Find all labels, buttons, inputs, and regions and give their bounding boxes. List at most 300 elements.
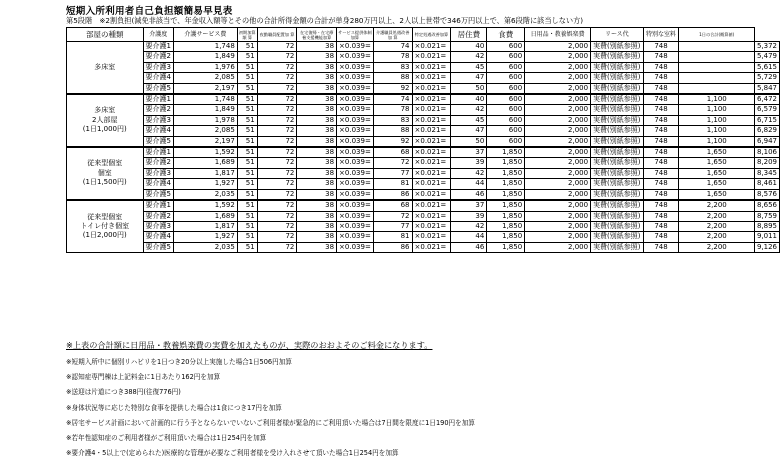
service-system-cell: 38 <box>297 242 337 252</box>
daily-goods-cell: 実費(別紙参照) <box>591 105 643 115</box>
table-row <box>67 105 780 115</box>
table-row <box>67 221 780 231</box>
food-cost-cell: 2,000 <box>525 94 591 105</box>
night-staff-cell: 72 <box>257 221 297 231</box>
treatment-multiplier-cell: ×0.039= <box>337 200 374 211</box>
note-item: ※若年性認知症のご利用者様がご利用頂いた場合は1日254円を加算 <box>66 433 267 442</box>
specific-multiplier-cell: ×0.021= <box>412 211 451 221</box>
specific-multiplier-cell: ×0.021= <box>412 200 451 211</box>
service-system-cell: 38 <box>297 158 337 168</box>
daily-goods-cell: 実費(別紙参照) <box>591 94 643 105</box>
night-staff-cell: 72 <box>257 232 297 242</box>
lease-cell: 748 <box>643 126 679 136</box>
treatment-multiplier-cell: ×0.039= <box>337 94 374 105</box>
food-cost-cell: 2,000 <box>525 42 591 52</box>
daily-total-cell: 8,576 <box>754 189 779 200</box>
treatment-value-cell: 72 <box>373 211 412 221</box>
specific-multiplier-cell: ×0.021= <box>412 94 451 105</box>
daily-goods-cell: 実費(別紙参照) <box>591 62 643 72</box>
specific-value-cell: 50 <box>451 83 487 94</box>
notes-section <box>66 340 766 461</box>
specific-multiplier-cell: ×0.021= <box>412 105 451 115</box>
daily-total-cell: 6,829 <box>754 126 779 136</box>
lease-cell: 748 <box>643 200 679 211</box>
header-food-cost: 食費 <box>487 28 525 42</box>
living-cost-cell: 1,850 <box>487 242 525 252</box>
fee-table-body <box>67 42 780 253</box>
living-cost-cell: 1,850 <box>487 189 525 200</box>
header-daily-total: 1日の合計(概算値) <box>679 28 754 42</box>
special-room-cell: 1,650 <box>679 168 754 178</box>
night-staff-cell: 72 <box>257 158 297 168</box>
service-fee-cell: 1,849 <box>174 105 238 115</box>
specific-value-cell: 47 <box>451 126 487 136</box>
special-room-cell: 1,650 <box>679 158 754 168</box>
treatment-value-cell: 83 <box>373 115 412 125</box>
initial-addition-cell: 51 <box>237 115 257 125</box>
specific-value-cell: 40 <box>451 94 487 105</box>
care-level-cell: 要介護2 <box>143 158 173 168</box>
food-cost-cell: 2,000 <box>525 126 591 136</box>
living-cost-cell: 1,850 <box>487 200 525 211</box>
night-staff-cell: 72 <box>257 42 297 52</box>
treatment-multiplier-cell: ×0.039= <box>337 73 374 83</box>
room-type-cell: 多床室 2人部屋 (1日1,000円) <box>67 94 144 147</box>
night-staff-cell: 72 <box>257 83 297 94</box>
service-system-cell: 38 <box>297 73 337 83</box>
care-level-cell: 要介護2 <box>143 52 173 62</box>
special-room-cell <box>679 83 754 94</box>
daily-total-cell: 8,895 <box>754 221 779 231</box>
service-fee-cell: 2,035 <box>174 189 238 200</box>
night-staff-cell: 72 <box>257 189 297 200</box>
service-fee-cell: 1,748 <box>174 42 238 52</box>
service-system-cell: 38 <box>297 126 337 136</box>
header-row <box>67 28 780 42</box>
daily-goods-cell: 実費(別紙参照) <box>591 115 643 125</box>
food-cost-cell: 2,000 <box>525 52 591 62</box>
treatment-multiplier-cell: ×0.039= <box>337 52 374 62</box>
daily-goods-cell: 実費(別紙参照) <box>591 83 643 94</box>
daily-goods-cell: 実費(別紙参照) <box>591 147 643 158</box>
night-staff-cell: 72 <box>257 179 297 189</box>
daily-total-cell: 8,106 <box>754 147 779 158</box>
table-row <box>67 232 780 242</box>
service-system-cell: 38 <box>297 105 337 115</box>
living-cost-cell: 1,850 <box>487 179 525 189</box>
food-cost-cell: 2,000 <box>525 136 591 147</box>
page-subtitle: 第5段階 ※2割負担(減免非該当で、年金収入額等とその他の合計所得金額の合計が単身280万円以上、2人以上世帯で346万円以上で、第6段階に該当しない方) <box>66 16 584 25</box>
daily-goods-cell: 実費(別紙参照) <box>591 232 643 242</box>
daily-total-cell: 6,947 <box>754 136 779 147</box>
header-special-room: 特別な室料 <box>643 28 679 42</box>
special-room-cell: 1,650 <box>679 189 754 200</box>
care-level-cell: 要介護1 <box>143 94 173 105</box>
service-system-cell: 38 <box>297 221 337 231</box>
daily-total-cell: 9,126 <box>754 242 779 252</box>
specific-value-cell: 39 <box>451 211 487 221</box>
lease-cell: 748 <box>643 221 679 231</box>
table-row <box>67 136 780 147</box>
care-level-cell: 要介護4 <box>143 232 173 242</box>
lease-cell: 748 <box>643 168 679 178</box>
specific-multiplier-cell: ×0.021= <box>412 232 451 242</box>
table-row <box>67 168 780 178</box>
service-system-cell: 38 <box>297 200 337 211</box>
care-level-cell: 要介護2 <box>143 105 173 115</box>
table-row <box>67 211 780 221</box>
daily-total-cell: 5,847 <box>754 83 779 94</box>
treatment-multiplier-cell: ×0.039= <box>337 126 374 136</box>
service-system-cell: 38 <box>297 42 337 52</box>
specific-value-cell: 45 <box>451 115 487 125</box>
care-level-cell: 要介護3 <box>143 168 173 178</box>
specific-value-cell: 42 <box>451 52 487 62</box>
special-room-cell <box>679 73 754 83</box>
lease-cell: 748 <box>643 232 679 242</box>
lease-cell: 748 <box>643 189 679 200</box>
living-cost-cell: 1,850 <box>487 232 525 242</box>
special-room-cell: 1,650 <box>679 179 754 189</box>
header-lease: リース代 <box>591 28 643 42</box>
food-cost-cell: 2,000 <box>525 62 591 72</box>
service-fee-cell: 1,689 <box>174 158 238 168</box>
living-cost-cell: 1,850 <box>487 158 525 168</box>
treatment-multiplier-cell: ×0.039= <box>337 221 374 231</box>
lease-cell: 748 <box>643 147 679 158</box>
table-row <box>67 42 780 52</box>
special-room-cell: 2,200 <box>679 232 754 242</box>
treatment-value-cell: 74 <box>373 94 412 105</box>
living-cost-cell: 600 <box>487 105 525 115</box>
food-cost-cell: 2,000 <box>525 211 591 221</box>
care-level-cell: 要介護5 <box>143 83 173 94</box>
note-item: ※認知症専門棟は上記料金に1日あたり162円を加算 <box>66 373 221 382</box>
table-row <box>67 94 780 105</box>
service-fee-cell: 1,976 <box>174 62 238 72</box>
food-cost-cell: 2,000 <box>525 147 591 158</box>
daily-goods-cell: 実費(別紙参照) <box>591 42 643 52</box>
treatment-multiplier-cell: ×0.039= <box>337 189 374 200</box>
table-row <box>67 158 780 168</box>
service-fee-cell: 1,849 <box>174 52 238 62</box>
special-room-cell: 1,100 <box>679 126 754 136</box>
special-room-cell: 2,200 <box>679 200 754 211</box>
daily-goods-cell: 実費(別紙参照) <box>591 211 643 221</box>
service-fee-cell: 2,197 <box>174 83 238 94</box>
treatment-multiplier-cell: ×0.039= <box>337 168 374 178</box>
note-item: ※短期入所中に個別リハビリを1日つき20分以上実施した場合1日506円加算 <box>66 358 292 366</box>
service-system-cell: 38 <box>297 232 337 242</box>
treatment-value-cell: 92 <box>373 83 412 94</box>
care-level-cell: 要介護3 <box>143 221 173 231</box>
night-staff-cell: 72 <box>257 62 297 72</box>
treatment-value-cell: 77 <box>373 221 412 231</box>
daily-goods-cell: 実費(別紙参照) <box>591 221 643 231</box>
specific-value-cell: 44 <box>451 179 487 189</box>
night-staff-cell: 72 <box>257 168 297 178</box>
table-row <box>67 52 780 62</box>
special-room-cell: 1,650 <box>679 147 754 158</box>
treatment-multiplier-cell: ×0.039= <box>337 179 374 189</box>
treatment-value-cell: 83 <box>373 62 412 72</box>
initial-addition-cell: 51 <box>237 147 257 158</box>
daily-total-cell: 8,461 <box>754 179 779 189</box>
treatment-multiplier-cell: ×0.039= <box>337 158 374 168</box>
initial-addition-cell: 51 <box>237 232 257 242</box>
specific-value-cell: 50 <box>451 136 487 147</box>
service-fee-cell: 1,817 <box>174 221 238 231</box>
lease-cell: 748 <box>643 42 679 52</box>
living-cost-cell: 600 <box>487 52 525 62</box>
specific-multiplier-cell: ×0.021= <box>412 168 451 178</box>
service-fee-cell: 1,592 <box>174 200 238 211</box>
living-cost-cell: 600 <box>487 94 525 105</box>
fee-table <box>66 27 780 253</box>
care-level-cell: 要介護4 <box>143 179 173 189</box>
daily-total-cell: 8,656 <box>754 200 779 211</box>
special-room-cell: 1,100 <box>679 105 754 115</box>
lease-cell: 748 <box>643 73 679 83</box>
service-system-cell: 38 <box>297 52 337 62</box>
service-fee-cell: 2,035 <box>174 242 238 252</box>
lease-cell: 748 <box>643 136 679 147</box>
service-system-cell: 38 <box>297 83 337 94</box>
specific-value-cell: 42 <box>451 221 487 231</box>
food-cost-cell: 2,000 <box>525 105 591 115</box>
care-level-cell: 要介護1 <box>143 200 173 211</box>
daily-goods-cell: 実費(別紙参照) <box>591 136 643 147</box>
note-item: ※居宅サービス計画において計画的に行う予とならないでいないご利用者様が緊急的にご利用頂いた場合は7日間を限度に1日190円を加算 <box>66 418 475 427</box>
special-room-cell: 2,200 <box>679 242 754 252</box>
service-fee-cell: 1,927 <box>174 232 238 242</box>
table-row <box>67 126 780 136</box>
treatment-value-cell: 86 <box>373 189 412 200</box>
header-specific-treatment: 特定処遇改善加算 <box>412 28 451 42</box>
specific-value-cell: 39 <box>451 158 487 168</box>
treatment-value-cell: 78 <box>373 52 412 62</box>
lease-cell: 748 <box>643 52 679 62</box>
night-staff-cell: 72 <box>257 52 297 62</box>
service-fee-cell: 1,592 <box>174 147 238 158</box>
treatment-multiplier-cell: ×0.039= <box>337 83 374 94</box>
service-system-cell: 38 <box>297 211 337 221</box>
daily-total-cell: 5,615 <box>754 62 779 72</box>
header-care-level: 介護度 <box>143 28 173 42</box>
lease-cell: 748 <box>643 83 679 94</box>
living-cost-cell: 600 <box>487 126 525 136</box>
daily-goods-cell: 実費(別紙参照) <box>591 242 643 252</box>
service-system-cell: 38 <box>297 189 337 200</box>
treatment-multiplier-cell: ×0.039= <box>337 136 374 147</box>
daily-total-cell: 5,372 <box>754 42 779 52</box>
service-fee-cell: 1,927 <box>174 179 238 189</box>
note-item: ※送迎は片道につき388円(往復776円) <box>66 388 181 397</box>
daily-total-cell: 8,345 <box>754 168 779 178</box>
special-room-cell <box>679 62 754 72</box>
specific-multiplier-cell: ×0.021= <box>412 179 451 189</box>
treatment-value-cell: 88 <box>373 73 412 83</box>
daily-total-cell: 5,729 <box>754 73 779 83</box>
service-system-cell: 38 <box>297 147 337 158</box>
specific-value-cell: 37 <box>451 147 487 158</box>
specific-value-cell: 42 <box>451 168 487 178</box>
special-room-cell: 2,200 <box>679 221 754 231</box>
specific-value-cell: 46 <box>451 189 487 200</box>
food-cost-cell: 2,000 <box>525 83 591 94</box>
specific-value-cell: 47 <box>451 73 487 83</box>
food-cost-cell: 2,000 <box>525 158 591 168</box>
initial-addition-cell: 51 <box>237 242 257 252</box>
daily-total-cell: 9,011 <box>754 232 779 242</box>
care-level-cell: 要介護3 <box>143 115 173 125</box>
treatment-value-cell: 92 <box>373 136 412 147</box>
specific-multiplier-cell: ×0.021= <box>412 62 451 72</box>
night-staff-cell: 72 <box>257 211 297 221</box>
initial-addition-cell: 51 <box>237 136 257 147</box>
treatment-value-cell: 68 <box>373 200 412 211</box>
lease-cell: 748 <box>643 105 679 115</box>
food-cost-cell: 2,000 <box>525 232 591 242</box>
service-system-cell: 38 <box>297 62 337 72</box>
treatment-value-cell: 74 <box>373 42 412 52</box>
service-fee-cell: 1,689 <box>174 211 238 221</box>
room-type-cell: 従来型個室 個室 (1日1,500円) <box>67 147 144 200</box>
treatment-value-cell: 88 <box>373 126 412 136</box>
table-row <box>67 147 780 158</box>
service-fee-cell: 2,085 <box>174 126 238 136</box>
initial-addition-cell: 51 <box>237 62 257 72</box>
initial-addition-cell: 51 <box>237 211 257 221</box>
table-row <box>67 115 780 125</box>
living-cost-cell: 600 <box>487 136 525 147</box>
daily-total-cell: 6,579 <box>754 105 779 115</box>
header-initial-addition: 初期加算額 算 <box>238 29 256 40</box>
initial-addition-cell: 51 <box>237 83 257 94</box>
specific-multiplier-cell: ×0.021= <box>412 221 451 231</box>
daily-goods-cell: 実費(別紙参照) <box>591 200 643 211</box>
treatment-multiplier-cell: ×0.039= <box>337 62 374 72</box>
initial-addition-cell: 51 <box>237 105 257 115</box>
lease-cell: 748 <box>643 211 679 221</box>
note-item: ※要介護4・5以上で(定められた)医療的な管理が必要なご利用者様を受け入れさせて頂いた場合1日254円を加算 <box>66 449 399 458</box>
table-row <box>67 62 780 72</box>
lease-cell: 748 <box>643 94 679 105</box>
service-system-cell: 38 <box>297 94 337 105</box>
service-system-cell: 38 <box>297 179 337 189</box>
header-service-fee: 介護サービス費 <box>174 28 238 42</box>
care-level-cell: 要介護1 <box>143 42 173 52</box>
initial-addition-cell: 51 <box>237 126 257 136</box>
care-level-cell: 要介護4 <box>143 126 173 136</box>
daily-goods-cell: 実費(別紙参照) <box>591 52 643 62</box>
treatment-multiplier-cell: ×0.039= <box>337 105 374 115</box>
lease-cell: 748 <box>643 179 679 189</box>
care-level-cell: 要介護4 <box>143 73 173 83</box>
daily-goods-cell: 実費(別紙参照) <box>591 168 643 178</box>
food-cost-cell: 2,000 <box>525 168 591 178</box>
daily-goods-cell: 実費(別紙参照) <box>591 189 643 200</box>
living-cost-cell: 1,850 <box>487 221 525 231</box>
service-system-cell: 38 <box>297 168 337 178</box>
specific-multiplier-cell: ×0.021= <box>412 126 451 136</box>
specific-multiplier-cell: ×0.021= <box>412 52 451 62</box>
night-staff-cell: 72 <box>257 105 297 115</box>
initial-addition-cell: 51 <box>237 200 257 211</box>
care-level-cell: 要介護5 <box>143 242 173 252</box>
night-staff-cell: 72 <box>257 242 297 252</box>
care-level-cell: 要介護3 <box>143 62 173 72</box>
table-row <box>67 73 780 83</box>
special-room-cell: 1,100 <box>679 94 754 105</box>
food-cost-cell: 2,000 <box>525 189 591 200</box>
living-cost-cell: 1,850 <box>487 211 525 221</box>
specific-value-cell: 42 <box>451 105 487 115</box>
night-staff-cell: 72 <box>257 115 297 125</box>
table-row <box>67 83 780 94</box>
header-living-cost: 居住費 <box>451 28 487 42</box>
specific-multiplier-cell: ×0.021= <box>412 83 451 94</box>
treatment-multiplier-cell: ×0.039= <box>337 147 374 158</box>
service-fee-cell: 1,748 <box>174 94 238 105</box>
treatment-value-cell: 81 <box>373 232 412 242</box>
daily-total-cell: 8,759 <box>754 211 779 221</box>
living-cost-cell: 600 <box>487 62 525 72</box>
daily-total-cell: 8,209 <box>754 158 779 168</box>
living-cost-cell: 600 <box>487 42 525 52</box>
service-system-cell: 38 <box>297 115 337 125</box>
specific-value-cell: 45 <box>451 62 487 72</box>
living-cost-cell: 1,850 <box>487 168 525 178</box>
service-fee-cell: 2,085 <box>174 73 238 83</box>
initial-addition-cell: 51 <box>237 189 257 200</box>
daily-goods-cell: 実費(別紙参照) <box>591 73 643 83</box>
daily-total-cell: 6,472 <box>754 94 779 105</box>
special-room-cell: 1,100 <box>679 115 754 125</box>
lease-cell: 748 <box>643 158 679 168</box>
initial-addition-cell: 51 <box>237 221 257 231</box>
initial-addition-cell: 51 <box>237 52 257 62</box>
lease-cell: 748 <box>643 242 679 252</box>
care-level-cell: 要介護1 <box>143 147 173 158</box>
initial-addition-cell: 51 <box>237 168 257 178</box>
header-treatment-improvement: 介護職員処遇改善加 算 <box>373 28 412 42</box>
table-row <box>67 179 780 189</box>
initial-addition-cell: 51 <box>237 179 257 189</box>
daily-total-cell: 5,479 <box>754 52 779 62</box>
specific-value-cell: 46 <box>451 242 487 252</box>
table-row <box>67 200 780 211</box>
header-night-staff: 夜勤職員配置加 算 <box>257 28 297 42</box>
treatment-value-cell: 86 <box>373 242 412 252</box>
special-room-cell: 2,200 <box>679 211 754 221</box>
specific-value-cell: 37 <box>451 200 487 211</box>
lease-cell: 748 <box>643 62 679 72</box>
night-staff-cell: 72 <box>257 200 297 211</box>
header-daily-goods: 日用品・教養娯楽費 <box>525 28 591 42</box>
treatment-multiplier-cell: ×0.039= <box>337 42 374 52</box>
food-cost-cell: 2,000 <box>525 200 591 211</box>
living-cost-cell: 600 <box>487 115 525 125</box>
header-service-system: サービス提供体制加算 <box>338 29 372 40</box>
daily-goods-cell: 実費(別紙参照) <box>591 179 643 189</box>
living-cost-cell: 600 <box>487 73 525 83</box>
note-list <box>66 355 766 461</box>
treatment-value-cell: 78 <box>373 105 412 115</box>
lease-cell: 748 <box>643 115 679 125</box>
daily-goods-cell: 実費(別紙参照) <box>591 126 643 136</box>
treatment-multiplier-cell: ×0.039= <box>337 242 374 252</box>
